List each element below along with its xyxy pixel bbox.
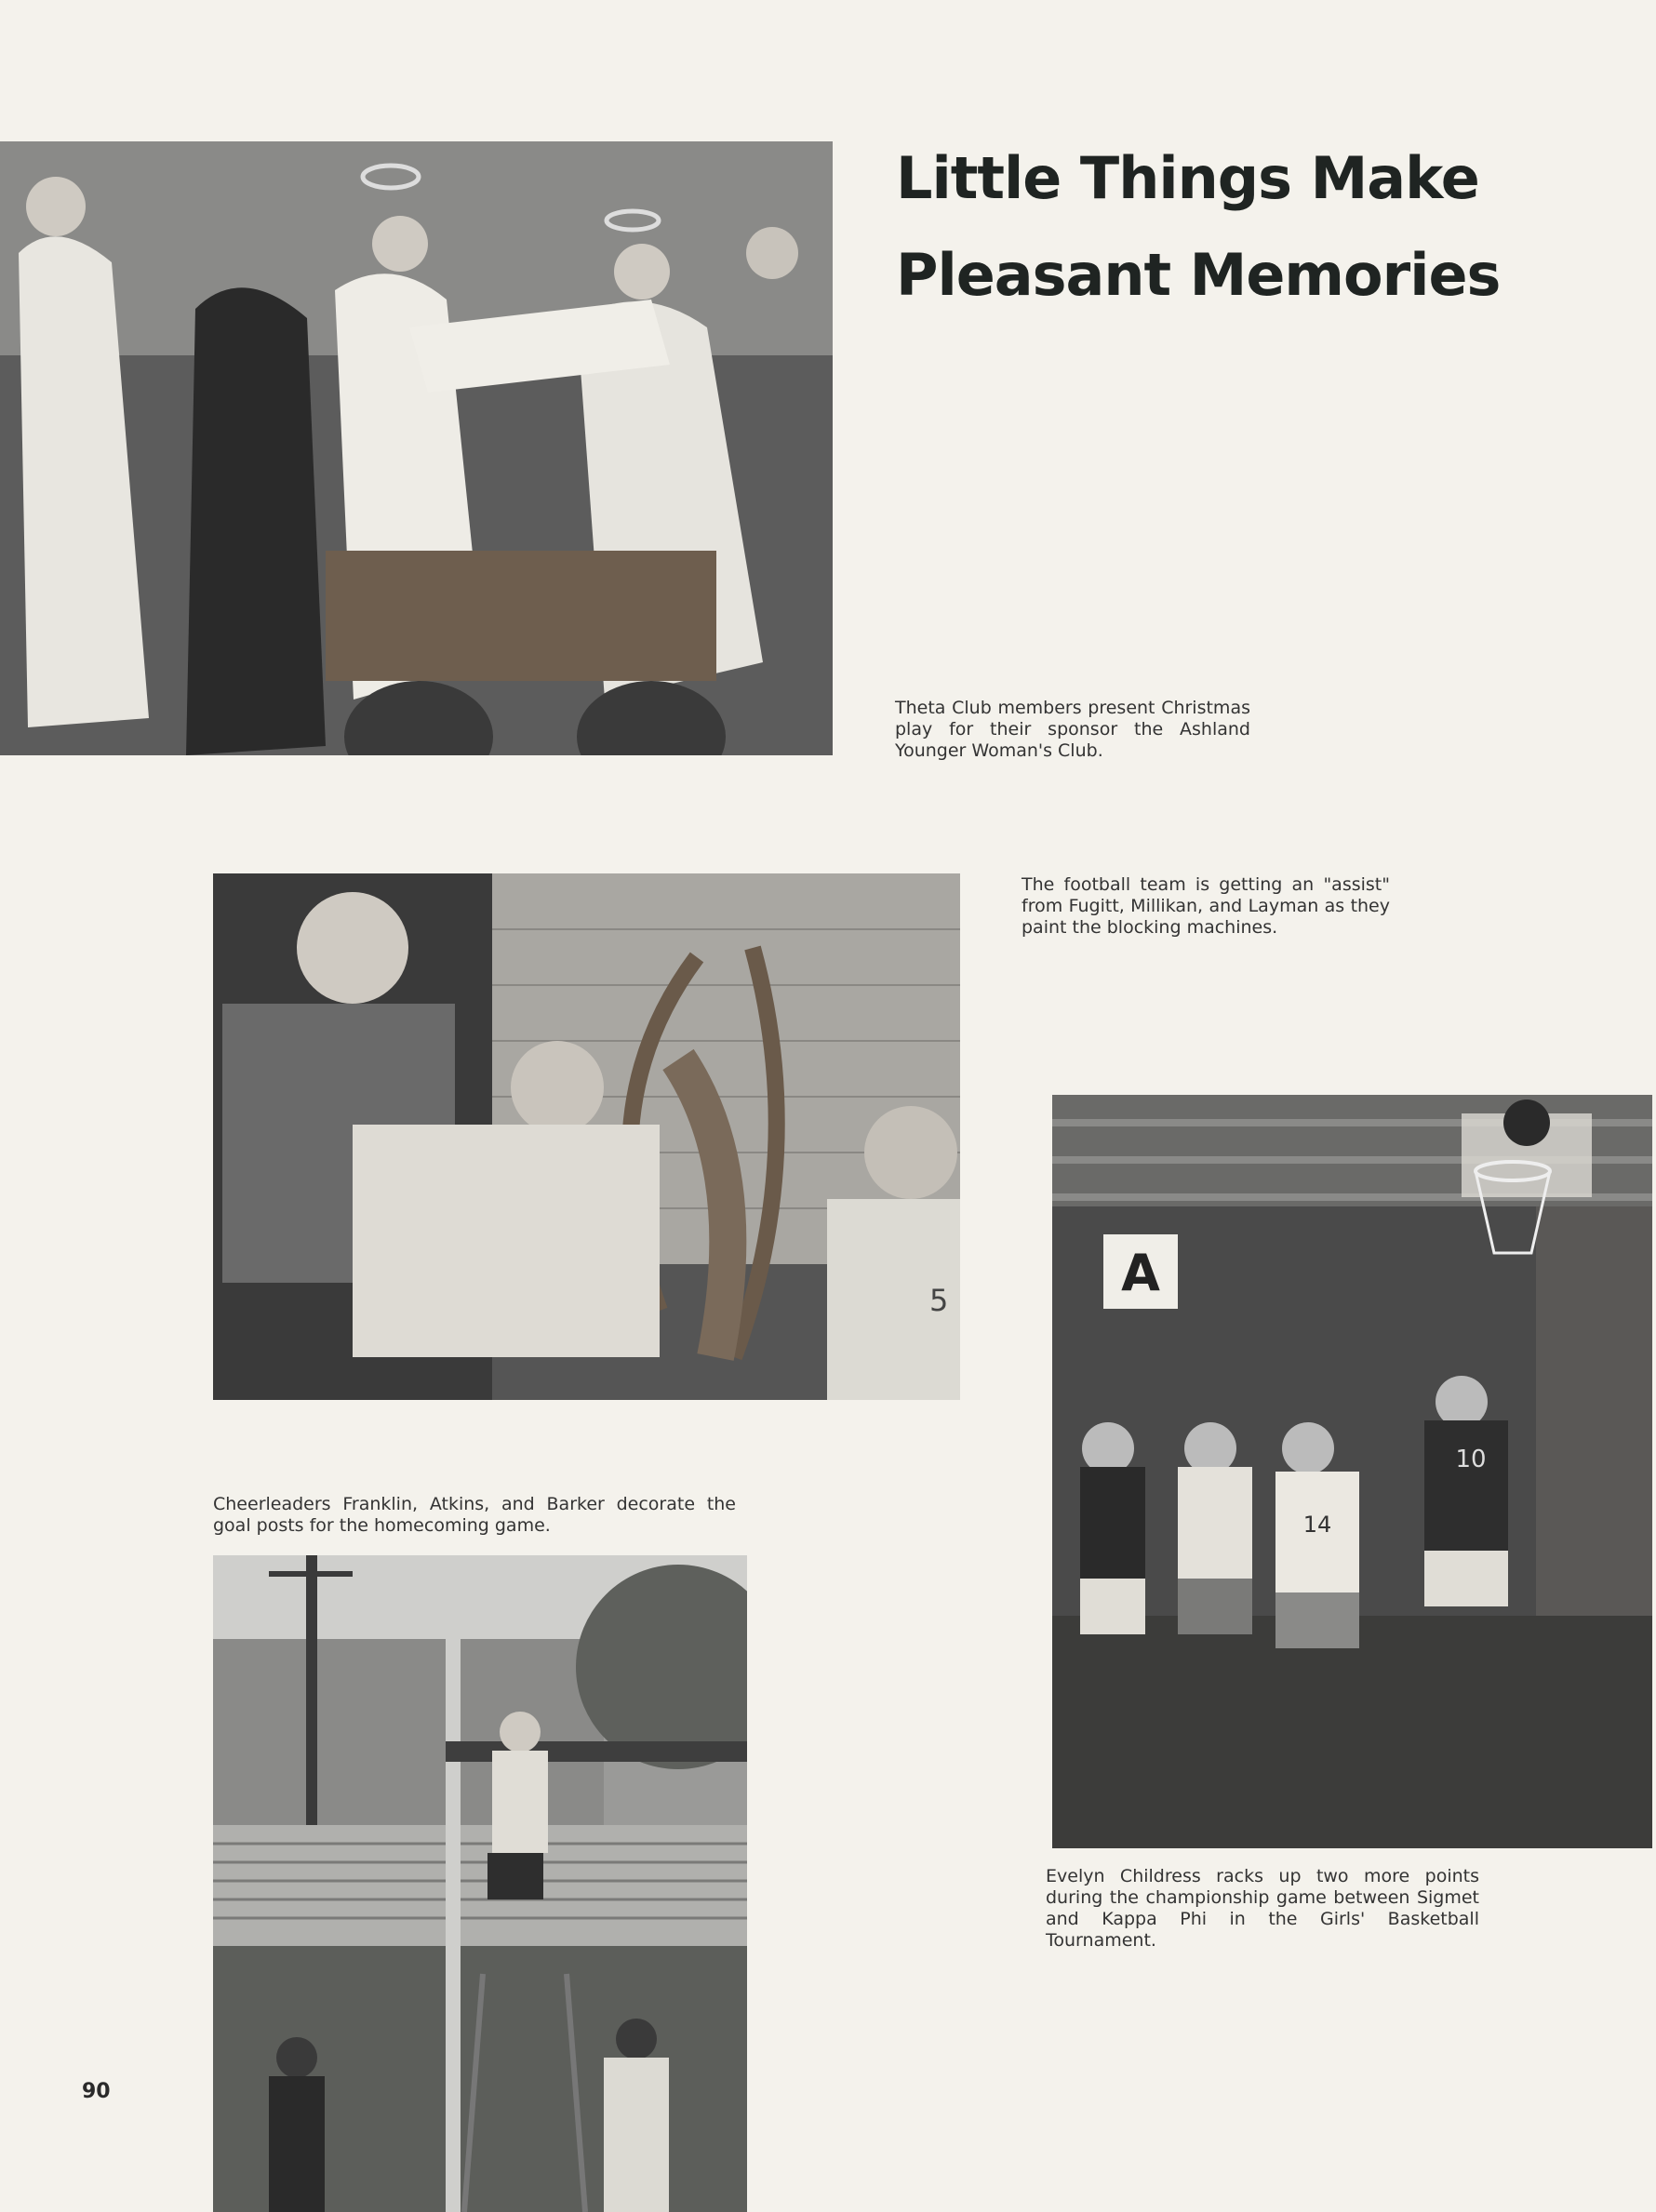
jersey-right: 10 <box>1455 1446 1487 1473</box>
title-line-1: Little Things Make <box>896 144 1479 212</box>
christmas-play-photo <box>0 141 833 755</box>
gym-sign: A <box>1121 1244 1160 1302</box>
basketball-caption: Evelyn Childress racks up two more points during the championship game between Sigmet and Kappa Phi in the Girls' Basketball Tournament. <box>1046 1866 1479 1951</box>
page-number: 90 <box>82 2080 111 2103</box>
goal-posts-photo <box>213 1555 747 2212</box>
cheerleaders-caption: Cheerleaders Franklin, Atkins, and Barker decorate the goal posts for the homecoming game. <box>213 1494 736 1536</box>
blocking-machines-photo <box>213 873 960 1400</box>
shirt-number: 5 <box>929 1283 949 1318</box>
theta-club-caption: Theta Club members present Christmas play for their sponsor the Ashland Younger Woman's Club. <box>895 698 1250 761</box>
basketball-photo <box>1052 1095 1652 1848</box>
title-line-2: Pleasant Memories <box>896 241 1501 309</box>
jersey-center: 14 <box>1302 1512 1332 1538</box>
football-caption: The football team is getting an "assist" from Fugitt, Millikan, and Layman as they paint the blocking machines. <box>1022 874 1390 938</box>
page-title <box>896 130 1566 324</box>
